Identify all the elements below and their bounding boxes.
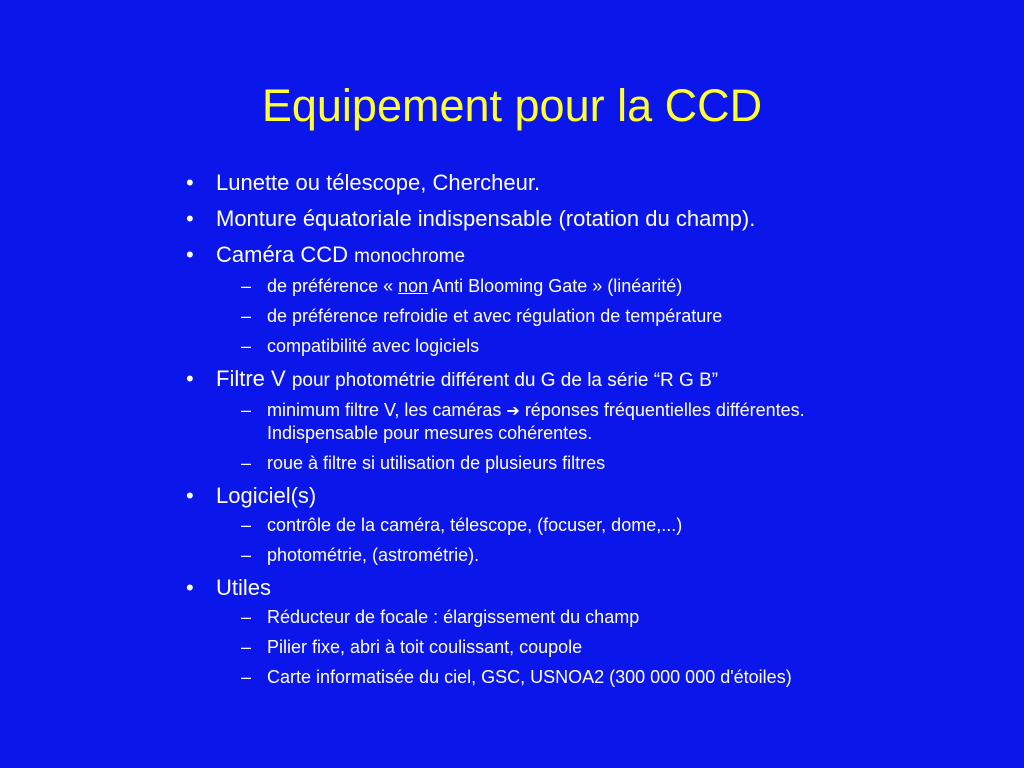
bullet-text-small: monochrome — [354, 246, 466, 267]
sub-item — [186, 275, 986, 298]
bullet-marker: • — [186, 483, 194, 508]
sub-item-text: Anti Blooming Gate » (linéarité) — [428, 276, 683, 296]
bullet-text: Utiles — [216, 575, 272, 600]
bullet-text: Logiciel(s) — [216, 483, 317, 508]
sub-item-text: Pilier fixe, abri à toit coulissant, coupole — [267, 637, 583, 657]
underlined-word: non — [398, 276, 429, 296]
sub-item — [186, 666, 986, 689]
sub-item-text: réponses fréquentielles différentes. — [519, 400, 805, 420]
bullet-marker: • — [186, 575, 194, 600]
sub-item — [186, 335, 986, 358]
bullet-text-small: pour photométrie différent du G de la série “R G B” — [291, 370, 719, 391]
sub-item-text: compatibilité avec logiciels — [267, 336, 480, 356]
dash-marker: – — [241, 515, 252, 535]
sub-item — [186, 452, 986, 475]
sub-item-text: de préférence refroidie et avec régulation de température — [267, 306, 723, 326]
bullet-marker: • — [186, 366, 194, 391]
sub-item-text: contrôle de la caméra, télescope, (focuser, dome,...) — [267, 515, 683, 535]
bullet-list — [186, 168, 986, 689]
sub-item-text: minimum filtre V, les caméras — [267, 400, 507, 420]
slide-title: Equipement pour la CCD — [261, 80, 763, 131]
dash-marker: – — [241, 453, 252, 473]
dash-marker: – — [241, 336, 252, 356]
bullet-item-camera — [186, 240, 986, 272]
sub-item — [186, 544, 986, 567]
sub-item — [186, 514, 986, 537]
sub-item — [186, 636, 986, 659]
dash-marker: – — [241, 637, 252, 657]
dash-marker: – — [241, 545, 252, 565]
arrow-right-icon: ➔ — [506, 401, 520, 420]
dash-marker: – — [241, 607, 252, 627]
dash-marker: – — [241, 667, 252, 687]
dash-marker: – — [241, 400, 252, 420]
sub-item-text: photométrie, (astrométrie). — [267, 545, 480, 565]
bullet-item-filter — [186, 364, 986, 396]
sub-item — [186, 305, 986, 328]
bullet-text: Lunette ou télescope, Chercheur. — [216, 170, 541, 195]
bullet-item-mount — [186, 204, 986, 234]
bullet-text: Monture équatoriale indispensable (rotation du champ). — [216, 206, 756, 231]
bullet-marker: • — [186, 206, 194, 231]
sub-item — [186, 606, 986, 629]
sub-item-text: Carte informatisée du ciel, GSC, USNOA2 (300 000 000 d'étoiles) — [267, 667, 792, 687]
sub-item-text: roue à filtre si utilisation de plusieurs filtres — [267, 453, 606, 473]
bullet-text: Filtre V — [216, 366, 286, 391]
sub-item-text: Réducteur de focale : élargissement du champ — [267, 607, 640, 627]
bullet-item-useful — [186, 573, 986, 603]
dash-marker: – — [241, 306, 252, 326]
sub-item — [186, 399, 986, 445]
dash-marker: – — [241, 276, 252, 296]
bullet-marker: • — [186, 170, 194, 195]
bullet-item-telescope — [186, 168, 986, 198]
sub-item-text-line2: Indispensable pour mesures cohérentes. — [267, 423, 593, 443]
bullet-text: Caméra CCD — [216, 242, 349, 267]
bullet-item-software — [186, 481, 986, 511]
bullet-marker: • — [186, 242, 194, 267]
sub-item-text: de préférence « — [267, 276, 399, 296]
